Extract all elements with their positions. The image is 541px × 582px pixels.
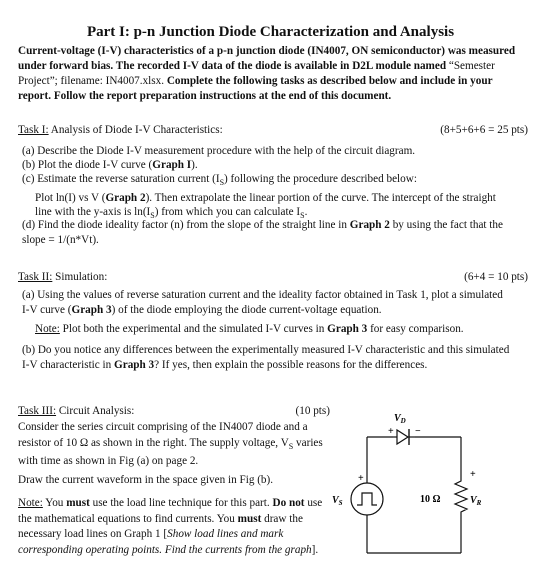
task2-item-b: (b) Do you notice any differences between the experimentally measured I-V characteristic and this simulated I-V characteristic in Graph 3? If yes, then explain the possible reasons for the differences. xyxy=(22,344,510,371)
task1-item-b: (b) Plot the diode I-V curve (Graph I). xyxy=(22,159,198,171)
task3-points: (10 pts) xyxy=(295,405,330,417)
task1-item-c: (c) Estimate the reverse saturation current $(I_S)$ following the procedure described below: Plot ln(I) vs V (Graph 2). Then extrapolate the linear portion of the curve. The intercept of the straight line with the y-axis is $\ln(I_S)$ from which you can calculate $I_S$. xyxy=(22,173,496,221)
intro-paragraph: Current-voltage (I-V) characteristics of a p-n junction diode (IN4007, ON semiconductor) was measured under forward bias. The recorded I-V data of the diode is available in D2L module named “Semester Project”; filename: IN4007.xlsx. Complete the following tasks as described below and include in your report. Follow the report preparation instructions at the end of this document. xyxy=(18,45,516,102)
vd-plus: + xyxy=(388,426,394,437)
page-title: Part I: p-n Junction Diode Characterization and Analysis xyxy=(86,24,455,40)
task1-points: (8+5+6+6 = 25 pts) xyxy=(440,124,528,136)
resistor-label: 10 Ω xyxy=(420,494,441,505)
task1-heading: Task I: Analysis of Diode I-V Characteristics: (8+5+6+6 = 25 pts) xyxy=(18,124,528,136)
vs-label: $V_S$ xyxy=(332,495,343,507)
vr-label: $V_R$ xyxy=(470,495,482,507)
task3-instruction: Draw the current waveform in the space given in Fig (b). xyxy=(18,474,274,486)
vr-plus: + xyxy=(470,469,476,480)
task2-note: Note: Plot both the experimental and the simulated I-V curves in Graph 3 for easy comparison. xyxy=(35,323,464,335)
vd-label: $V_D$ xyxy=(394,413,406,425)
circuit-diagram xyxy=(330,405,510,565)
task3-heading: Task III: Circuit Analysis: (10 pts) xyxy=(18,405,330,417)
task1-item-d: (d) Find the diode ideality factor (n) from the slope of the straight line in Graph 2 by using the fact that the slope = 1/(n*Vt). xyxy=(22,219,503,246)
diode-symbol xyxy=(393,429,415,445)
task2-points: (6+4 = 10 pts) xyxy=(464,271,528,283)
task3-note: Note: You must use the load line technique for this part. Do not use the mathematical equations to find currents. You must draw the necessary load lines on Graph 1 [Show load lines and mark corresponding operating points. Find the currents from the graph]. xyxy=(18,497,323,556)
task3-paragraph: Consider the series circuit comprising of the IN4007 diode and a resistor of 10 Ω as shown in the right. The supply voltage, $V_S$ varies with time as shown in Fig (a) on page 2. xyxy=(18,421,323,468)
voltage-source-symbol xyxy=(351,483,383,515)
task2-item-a: (a) Using the values of reverse saturation current and the ideality factor obtained in Task 1, plot a simulated I-V curve (Graph 3) of the diode employing the diode current-voltage equation. xyxy=(22,289,503,316)
resistor-symbol xyxy=(455,477,467,515)
vs-plus: + xyxy=(358,473,364,484)
task2-heading: Task II: Simulation: (6+4 = 10 pts) xyxy=(18,271,528,283)
task1-item-a: (a) Describe the Diode I-V measurement procedure with the help of the circuit diagram. xyxy=(22,145,416,157)
vd-minus: − xyxy=(415,426,421,437)
